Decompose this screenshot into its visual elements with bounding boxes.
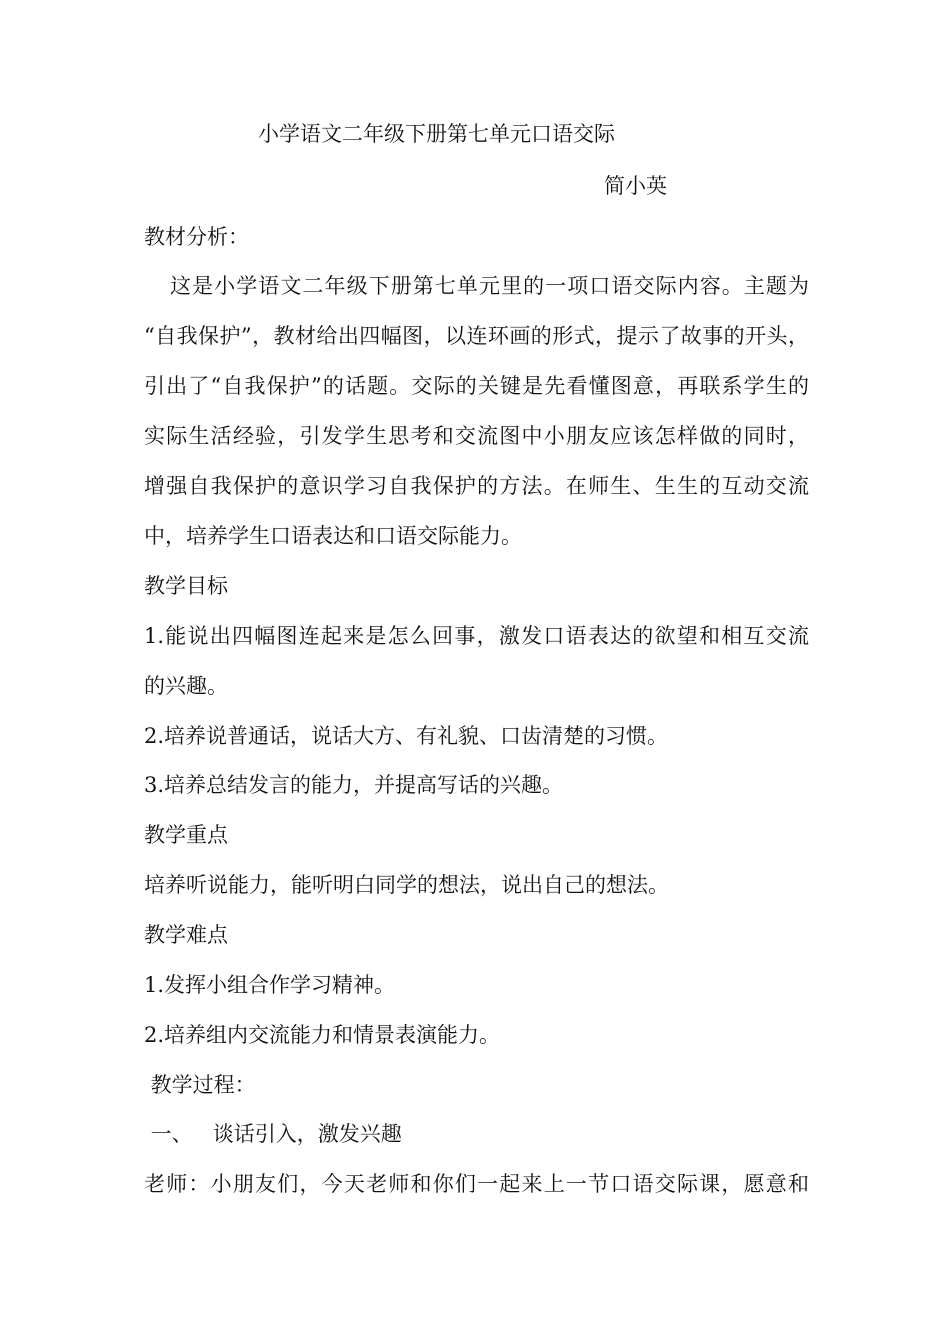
analysis-line: “自我保护”，教材给出四幅图，以连环画的形式，提示了故事的开头，	[144, 324, 809, 348]
document-title: 小学语文二年级下册第七单元口语交际	[258, 122, 615, 146]
analysis-line: 中，培养学生口语表达和口语交际能力。	[144, 524, 522, 548]
goal-line: 的兴趣。	[144, 674, 228, 698]
analysis-line: 这是小学语文二年级下册第七单元里的一项口语交际内容。主题为	[170, 274, 809, 298]
goal-line: 2.培养说普通话，说话大方、有礼貌、口齿清楚的习惯。	[144, 724, 669, 748]
author-name: 简小英	[604, 174, 667, 198]
heading-goals: 教学目标	[144, 574, 228, 598]
key-point-line: 培养听说能力，能听明白同学的想法，说出自己的想法。	[144, 873, 669, 897]
difficulty-line: 2.培养组内交流能力和情景表演能力。	[144, 1023, 501, 1047]
analysis-line: 实际生活经验，引发学生思考和交流图中小朋友应该怎样做的同时，	[144, 424, 809, 448]
difficulty-line: 1.发挥小组合作学习精神。	[144, 973, 396, 997]
goal-line: 1.能说出四幅图连起来是怎么回事，激发口语表达的欲望和相互交流	[144, 624, 809, 648]
analysis-line: 引出了“自我保护”的话题。交际的关键是先看懂图意，再联系学生的	[144, 374, 809, 398]
heading-difficulties: 教学难点	[144, 923, 228, 947]
heading-process: 教学过程：	[144, 1073, 256, 1097]
process-step: 一、 谈话引入，激发兴趣	[144, 1122, 402, 1146]
heading-key-points: 教学重点	[144, 823, 228, 847]
goal-line: 3.培养总结发言的能力，并提高写话的兴趣。	[144, 773, 564, 797]
heading-analysis: 教材分析：	[144, 225, 249, 249]
teacher-line: 老师：小朋友们，今天老师和你们一起来上一节口语交际课，愿意和	[144, 1172, 809, 1196]
analysis-line: 增强自我保护的意识学习自我保护的方法。在师生、生生的互动交流	[144, 474, 809, 498]
